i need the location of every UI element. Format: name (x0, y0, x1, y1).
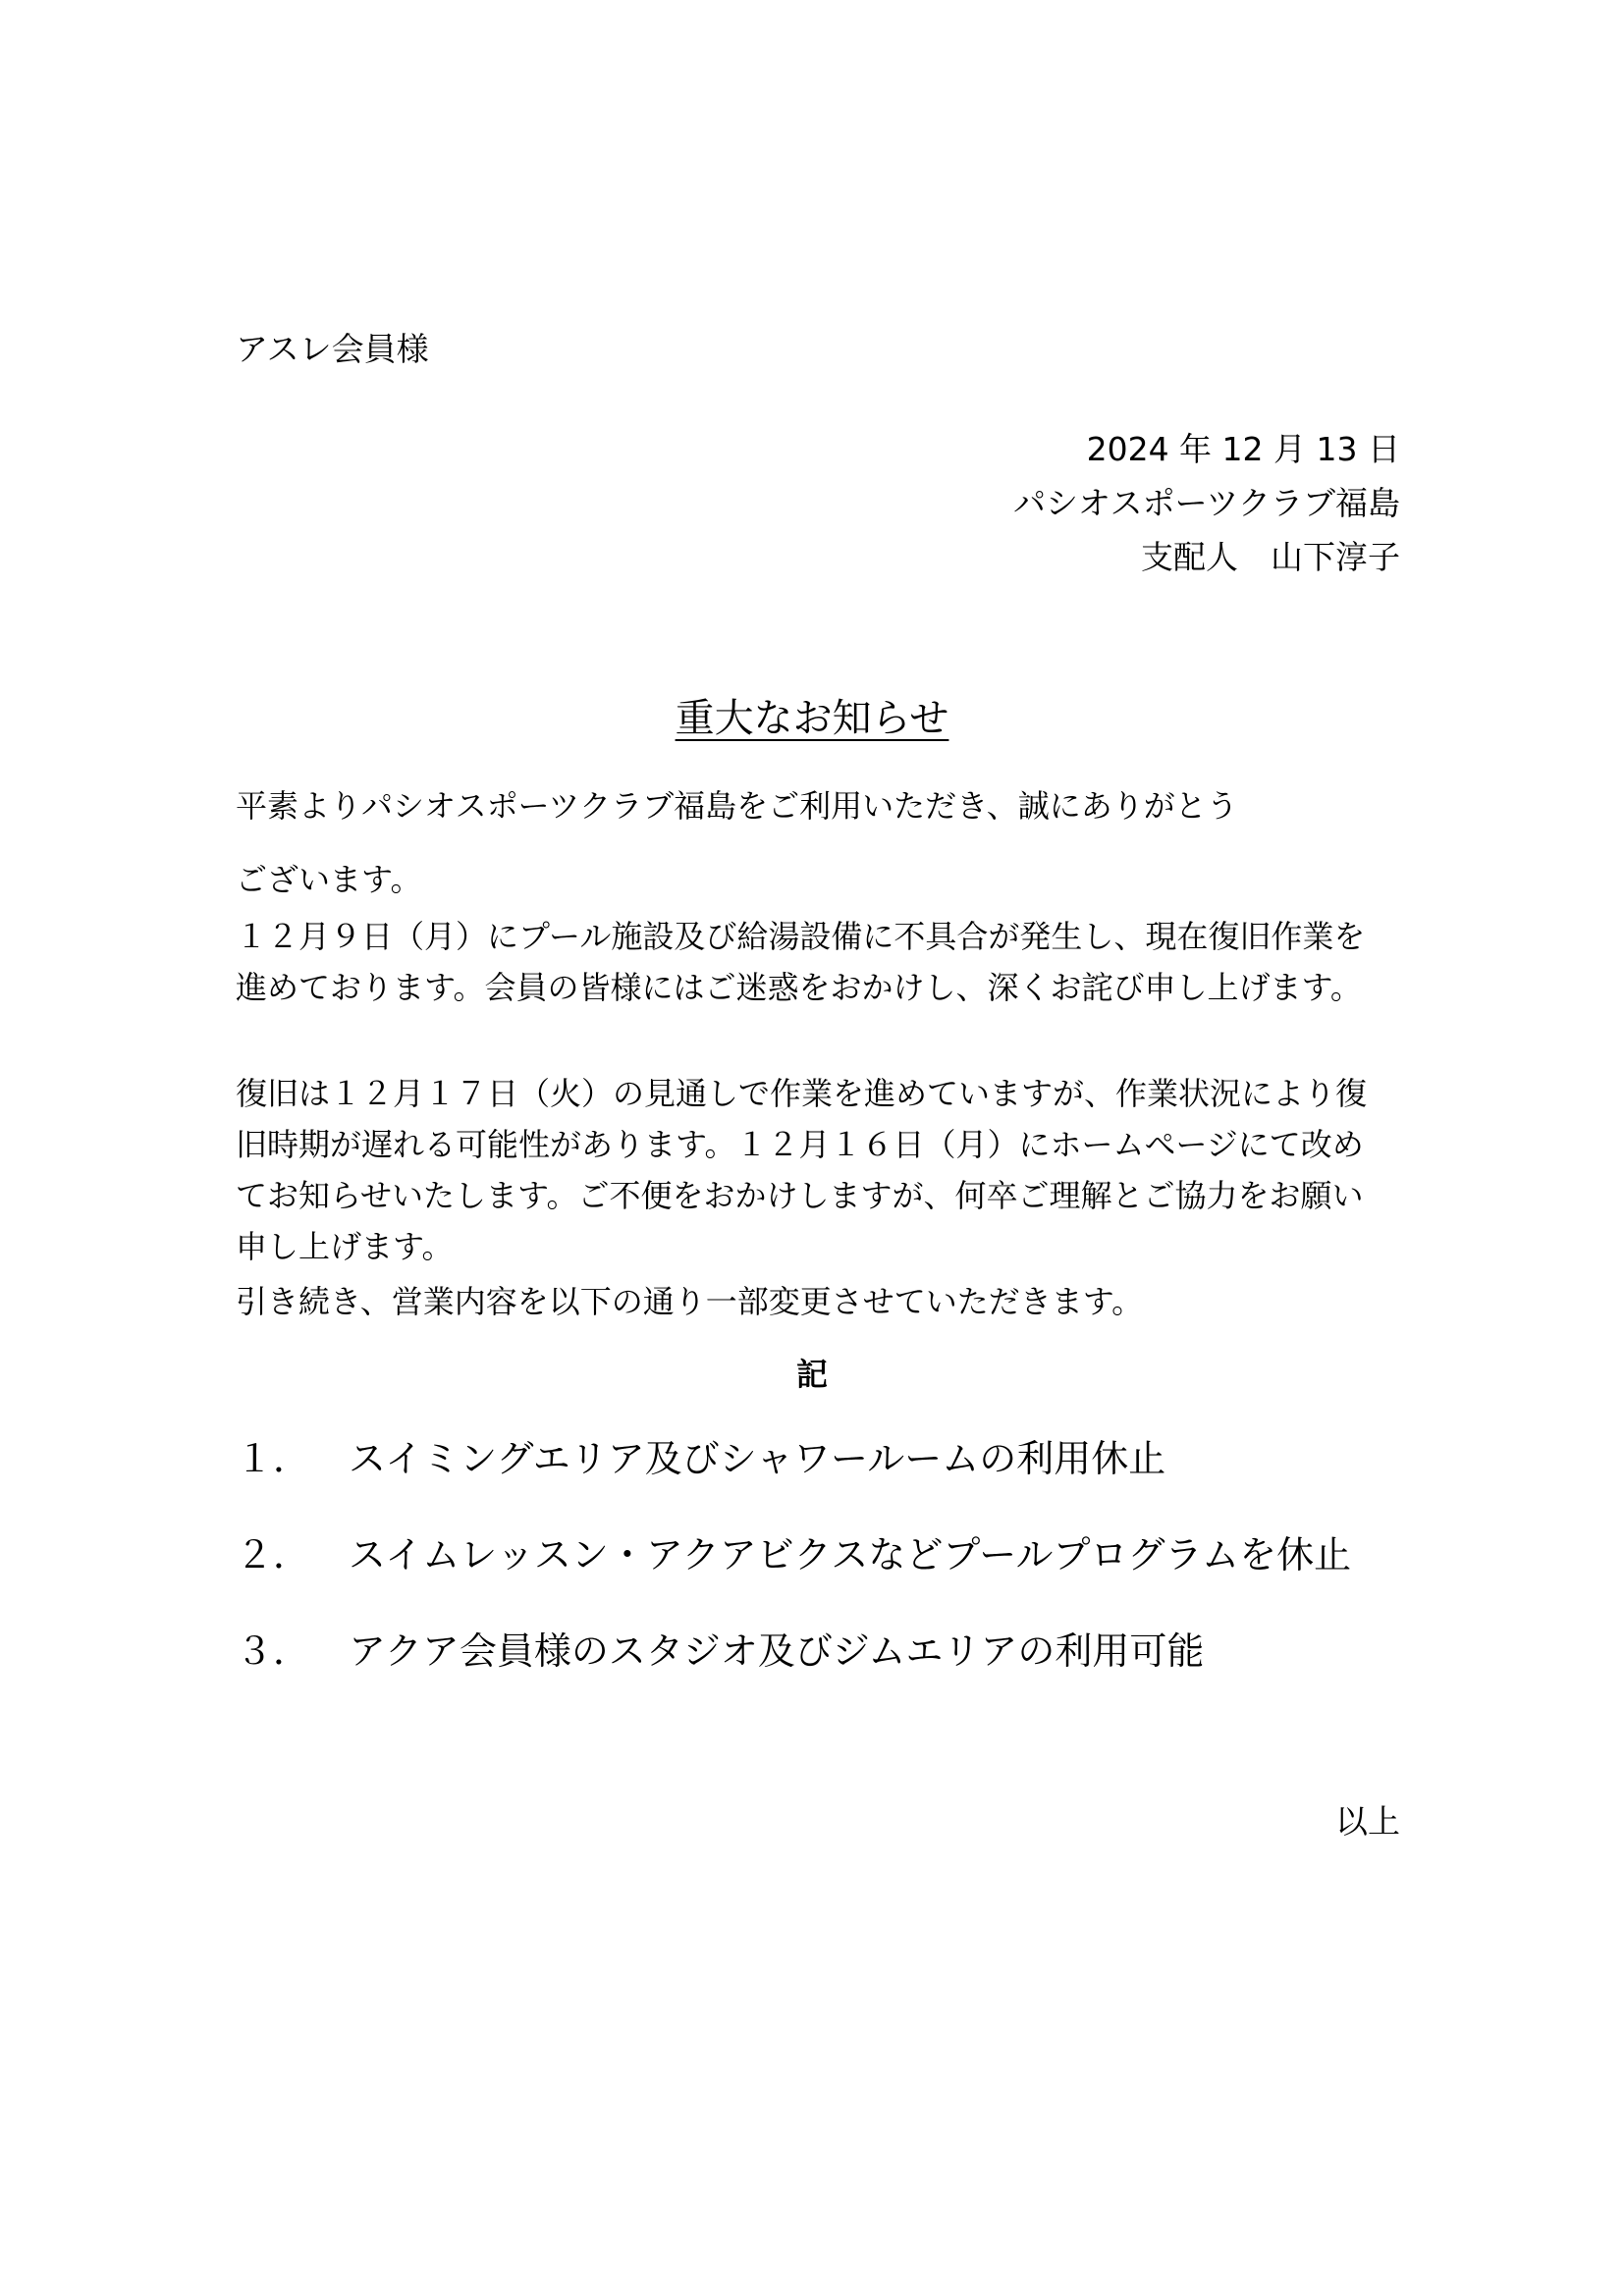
list-item-number: ３． (236, 1629, 311, 1673)
ki-heading: 記 (795, 1356, 828, 1393)
list-item-text: スイムレッスン・アクアビクスなどプールプログラムを休止 (349, 1533, 1352, 1576)
paragraph-changes: 引き続き、営業内容を以下の通り一部変更させていただきます。 (236, 1283, 1144, 1320)
document-title-text: 重大なお知らせ (675, 696, 949, 741)
change-list (236, 1428, 1351, 1717)
list-item-text: アクア会員様のスタジオ及びジムエリアの利用可能 (349, 1629, 1205, 1673)
list-item-text: スイミングエリア及びシャワールームの利用休止 (349, 1437, 1166, 1480)
list-item (236, 1428, 1351, 1524)
recipient: アスレ会員様 (236, 330, 429, 368)
closing-mark: 以上 (1335, 1802, 1400, 1841)
list-item (236, 1524, 1351, 1621)
list-item-number: ２． (236, 1533, 311, 1576)
paragraph-incident (236, 911, 1365, 1013)
paragraph-incident-line-2: 進めております。会員の皆様にはご迷惑をおかけし、深くお詫び申し上げます。 (236, 969, 1362, 1006)
paragraph-recovery-line-3: てお知らせいたします。ご不便をおかけしますが、何卒ご理解とご協力をお願い (236, 1177, 1364, 1214)
organization-name: パシオスポーツクラブ福島 (1012, 484, 1400, 522)
paragraph-incident-line-1: １２月９日（月）にプール施設及び給湯設備に不具合が発生し、現在復旧作業を (236, 918, 1366, 955)
list-item (236, 1621, 1351, 1717)
paragraph-recovery-line-4: 申し上げます。 (236, 1228, 454, 1265)
sender-block (1013, 422, 1400, 584)
manager-name: 支配人 山下淳子 (1141, 538, 1400, 576)
paragraph-recovery-line-2: 旧時期が遅れる可能性があります。１２月１６日（月）にホームページにて改め (236, 1126, 1364, 1163)
notice-date: 2024 年 12 月 13 日 (1086, 430, 1400, 468)
greeting-line-2: ございます。 (236, 861, 422, 898)
paragraph-recovery (236, 1068, 1367, 1272)
paragraph-recovery-line-1: 復旧は１２月１７日（火）の見通しで作業を進めていますが、作業状況により復 (236, 1075, 1368, 1112)
document-title (0, 687, 1624, 743)
greeting-line-1: 平素よりパシオスポーツクラブ福島をご利用いただき、誠にありがとう (236, 787, 1238, 825)
list-item-number: １． (236, 1437, 311, 1480)
